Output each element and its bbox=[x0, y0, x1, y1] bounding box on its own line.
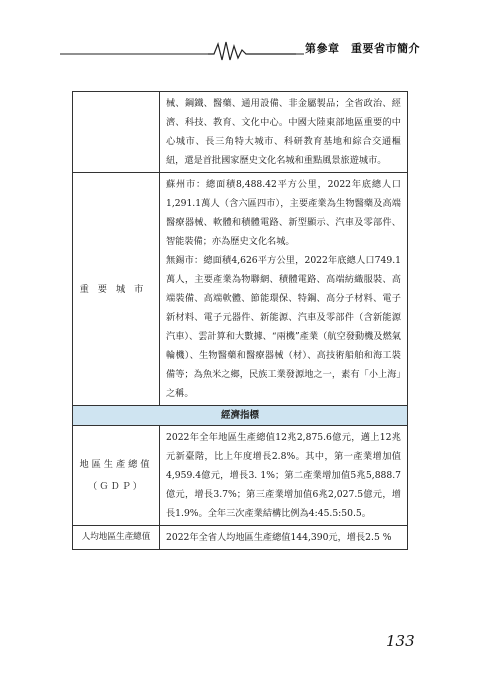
row-label bbox=[73, 173, 160, 406]
gdp-label-line2: （ＧＤＰ） bbox=[88, 480, 144, 492]
gdp-text: 2022年全年地區生產總值12兆2,875.6億元，邁上12兆元新臺階，比上年度增長2.8%。其中，第一產業增加值4,959.4億元，增長3. 1%；第二產業增加值5兆5,888.7億元，增長3.7%；第三產業增加值6兆2,027.5億元，增長1.9%。全年三次產業結構比例為4:45.5:50.5。 bbox=[160, 426, 408, 526]
wuxi-text: 無錫市：總面積4,626平方公里，2022年底總人口749.1萬人，主要產業為物聯網、積體電路、高端紡織服裝、高端裝備、高端軟體、節能環保、特鋼、高分子材料、電子新材料、電子元器件、新能源、汽車及零部件（含新能源汽車）、雲計算和大數據、“兩機”產業（航空發動機及燃氣輪機）、生物醫藥和醫療器械（材）、高技術船舶和海工裝備等；為魚米之鄉，民族工業發源地之一，素有「小上海」之稱。 bbox=[166, 255, 401, 399]
page-header bbox=[60, 38, 420, 62]
cities-content bbox=[160, 173, 408, 406]
chapter-title: 第參章 重要省市簡介 bbox=[305, 42, 420, 55]
per-capita-label: 人均地區生產總值 bbox=[73, 526, 160, 550]
table-row bbox=[73, 92, 408, 173]
gdp-label-line1: 地區生產總值 bbox=[79, 458, 153, 470]
table-row bbox=[73, 526, 408, 550]
cities-continued-text: 械、鋼鐵、醫藥、通用設備、非金屬製品；全省政治、經濟、科技、教育、文化中心。中國大陸東部地區重要的中心城市、長三角特大城市、科研教育基地和綜合交通樞紐，還是首批國家歷史文化名城和重點風景旅遊城市。 bbox=[160, 92, 408, 173]
province-info-table bbox=[72, 91, 408, 550]
table-row bbox=[73, 173, 408, 406]
important-cities-label: 重要城市 bbox=[79, 283, 153, 295]
section-title: 經濟指標 bbox=[73, 406, 408, 426]
row-label bbox=[73, 92, 160, 173]
table-row bbox=[73, 426, 408, 526]
section-header-row bbox=[73, 406, 408, 426]
per-capita-text: 2022年全省人均地區生產總值144,390元，增長2.5 % bbox=[160, 526, 408, 550]
row-label bbox=[73, 426, 160, 526]
page-number: 133 bbox=[386, 632, 415, 650]
suzhou-text: 蘇州市：總面積8,488.42平方公里，2022年底總人口1,291.1萬人（含六區四市），主要產業為生物醫藥及高端醫療器械、軟體和積體電路、新型顯示、汽車及零部件、智能裝備；亦為歷史文化名城。 bbox=[166, 179, 401, 247]
